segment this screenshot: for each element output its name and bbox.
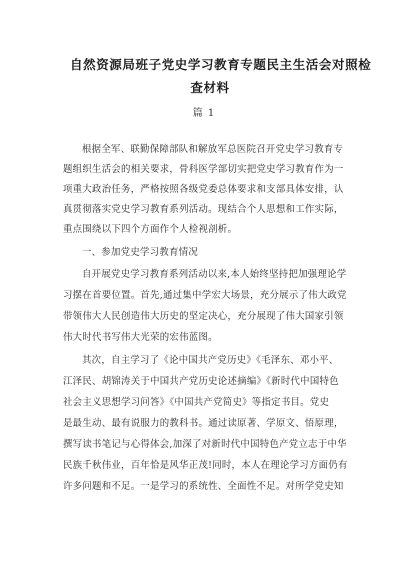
text-line: 江泽民、胡锦涛关于中国共产党历史论述摘编》《新时代中国特色: [63, 376, 339, 387]
text-line: 许多问题和不足。一是学习的系统性、全面性不足。对所学党史知: [63, 481, 344, 492]
text-line: 根据全军、联勤保障部队和解放军总医院召开党史学习教育专: [82, 144, 344, 155]
document-title-line-2: 查材料: [190, 80, 230, 95]
text-line: 伟大时代书写伟大光荣的宏伟蓝图。: [63, 332, 218, 343]
text-line: 自开展党史学习教育系列活动以来,本人始终坚持把加强理论学: [82, 269, 347, 280]
section-label: 篇 1: [192, 108, 216, 119]
text-line: 项重大政治任务，严格按照各级党委总体要求和支部具体安排，认: [63, 184, 344, 195]
text-line: 是最生动、最有说服力的教科书。通过读原著、学原文、悟原理，: [63, 418, 344, 429]
text-line: 社会主义思想学习问答》《中国共产党简史》等指定书目。党史: [63, 397, 330, 408]
text-line: 真贯彻落实党史学习教育系列活动。现结合个人思想和工作实际，: [63, 204, 344, 215]
text-line: 习摆在首要位置。首先,通过集中学宏大场景，充分展示了伟大政党: [63, 290, 347, 301]
text-line: 带领伟大人民创造伟大历史的坚定决心，充分展现了伟大国家引领: [63, 311, 344, 322]
text-line: 撰写读书笔记与心得体会,加深了对新时代中国特色产党立志于中华: [63, 439, 347, 450]
text-line: 重点围绕以下四个方面作个人检视剖析。: [63, 224, 238, 235]
text-line: 其次，自主学习了《论中国共产党历史》《毛泽东、邓小平、: [82, 355, 339, 366]
section-heading: 一、参加党史学习教育情况: [82, 247, 199, 258]
document-title-line-1: 自然资源局班子党史学习教育专题民主生活会对照检: [70, 57, 372, 72]
text-line: 题组织生活会的相关要求，骨科医学部切实把党史学习教育作为一: [63, 164, 344, 175]
text-line: 民族千秋伟业，百年恰是风华正茂!同时，本人在理论学习方面仍有: [63, 460, 348, 471]
